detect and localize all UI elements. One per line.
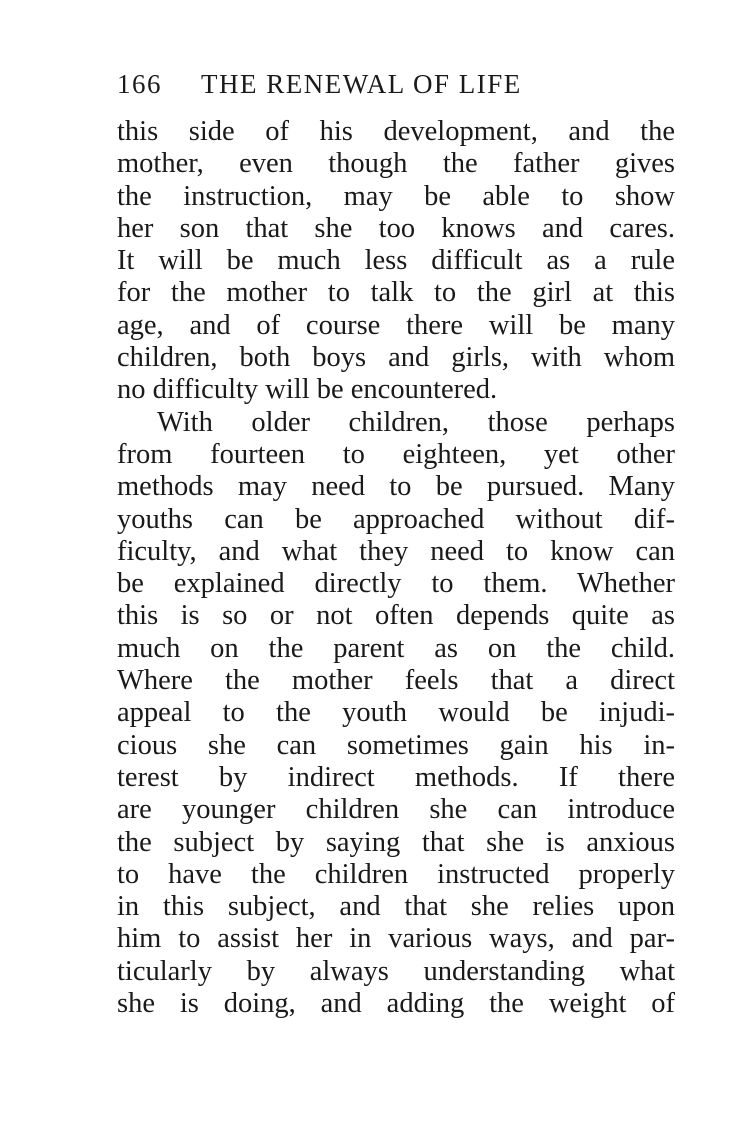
text-line: in this subject, and that she relies upon [117,891,675,923]
text-line: With older children, those perhaps [157,406,675,438]
running-title: THE RENEWAL OF LIFE [201,69,522,99]
text-line: ticularly by always understanding what [117,955,675,987]
paragraph [117,407,675,1021]
text-line: terest by indirect methods. If there [117,761,675,793]
text-line: from fourteen to eighteen, yet other [117,438,675,470]
body-text [117,116,675,1020]
text-line: are younger children she can introduce [117,794,675,826]
text-line: this is so or not often depends quite as [117,600,675,632]
text-line: to have the children instructed properly [117,858,675,890]
text-line: for the mother to talk to the girl at this [117,277,675,309]
text-line: this side of his development, and the [117,116,675,147]
text-line: ficulty, and what they need to know can [117,535,675,567]
text-line: him to assist her in various ways, and par- [117,923,675,955]
text-line: no difficulty will be encountered. [117,374,498,406]
text-line: her son that she too knows and cares. [117,212,675,244]
text-line: mother, even though the father gives [117,148,675,180]
paragraph [117,116,675,407]
text-line: Where the mother feels that a direct [117,665,675,697]
text-line: methods may need to be pursued. Many [117,471,675,503]
text-line: age, and of course there will be many [117,309,675,341]
page-number: 166 [117,69,162,99]
text-line: cious she can sometimes gain his in- [117,729,675,761]
text-line: much on the parent as on the child. [117,632,675,664]
text-line: be explained directly to them. Whether [117,568,675,600]
text-line: the subject by saying that she is anxious [117,826,675,858]
text-line: It will be much less difficult as a rule [117,245,675,277]
text-line: youths can be approached without dif- [117,503,675,535]
running-header [117,66,677,102]
text-line: children, both boys and girls, with whom [117,342,675,374]
text-line: she is doing, and adding the weight of [117,988,675,1020]
text-line: appeal to the youth would be injudi- [117,697,675,729]
text-line: the instruction, may be able to show [117,180,675,212]
